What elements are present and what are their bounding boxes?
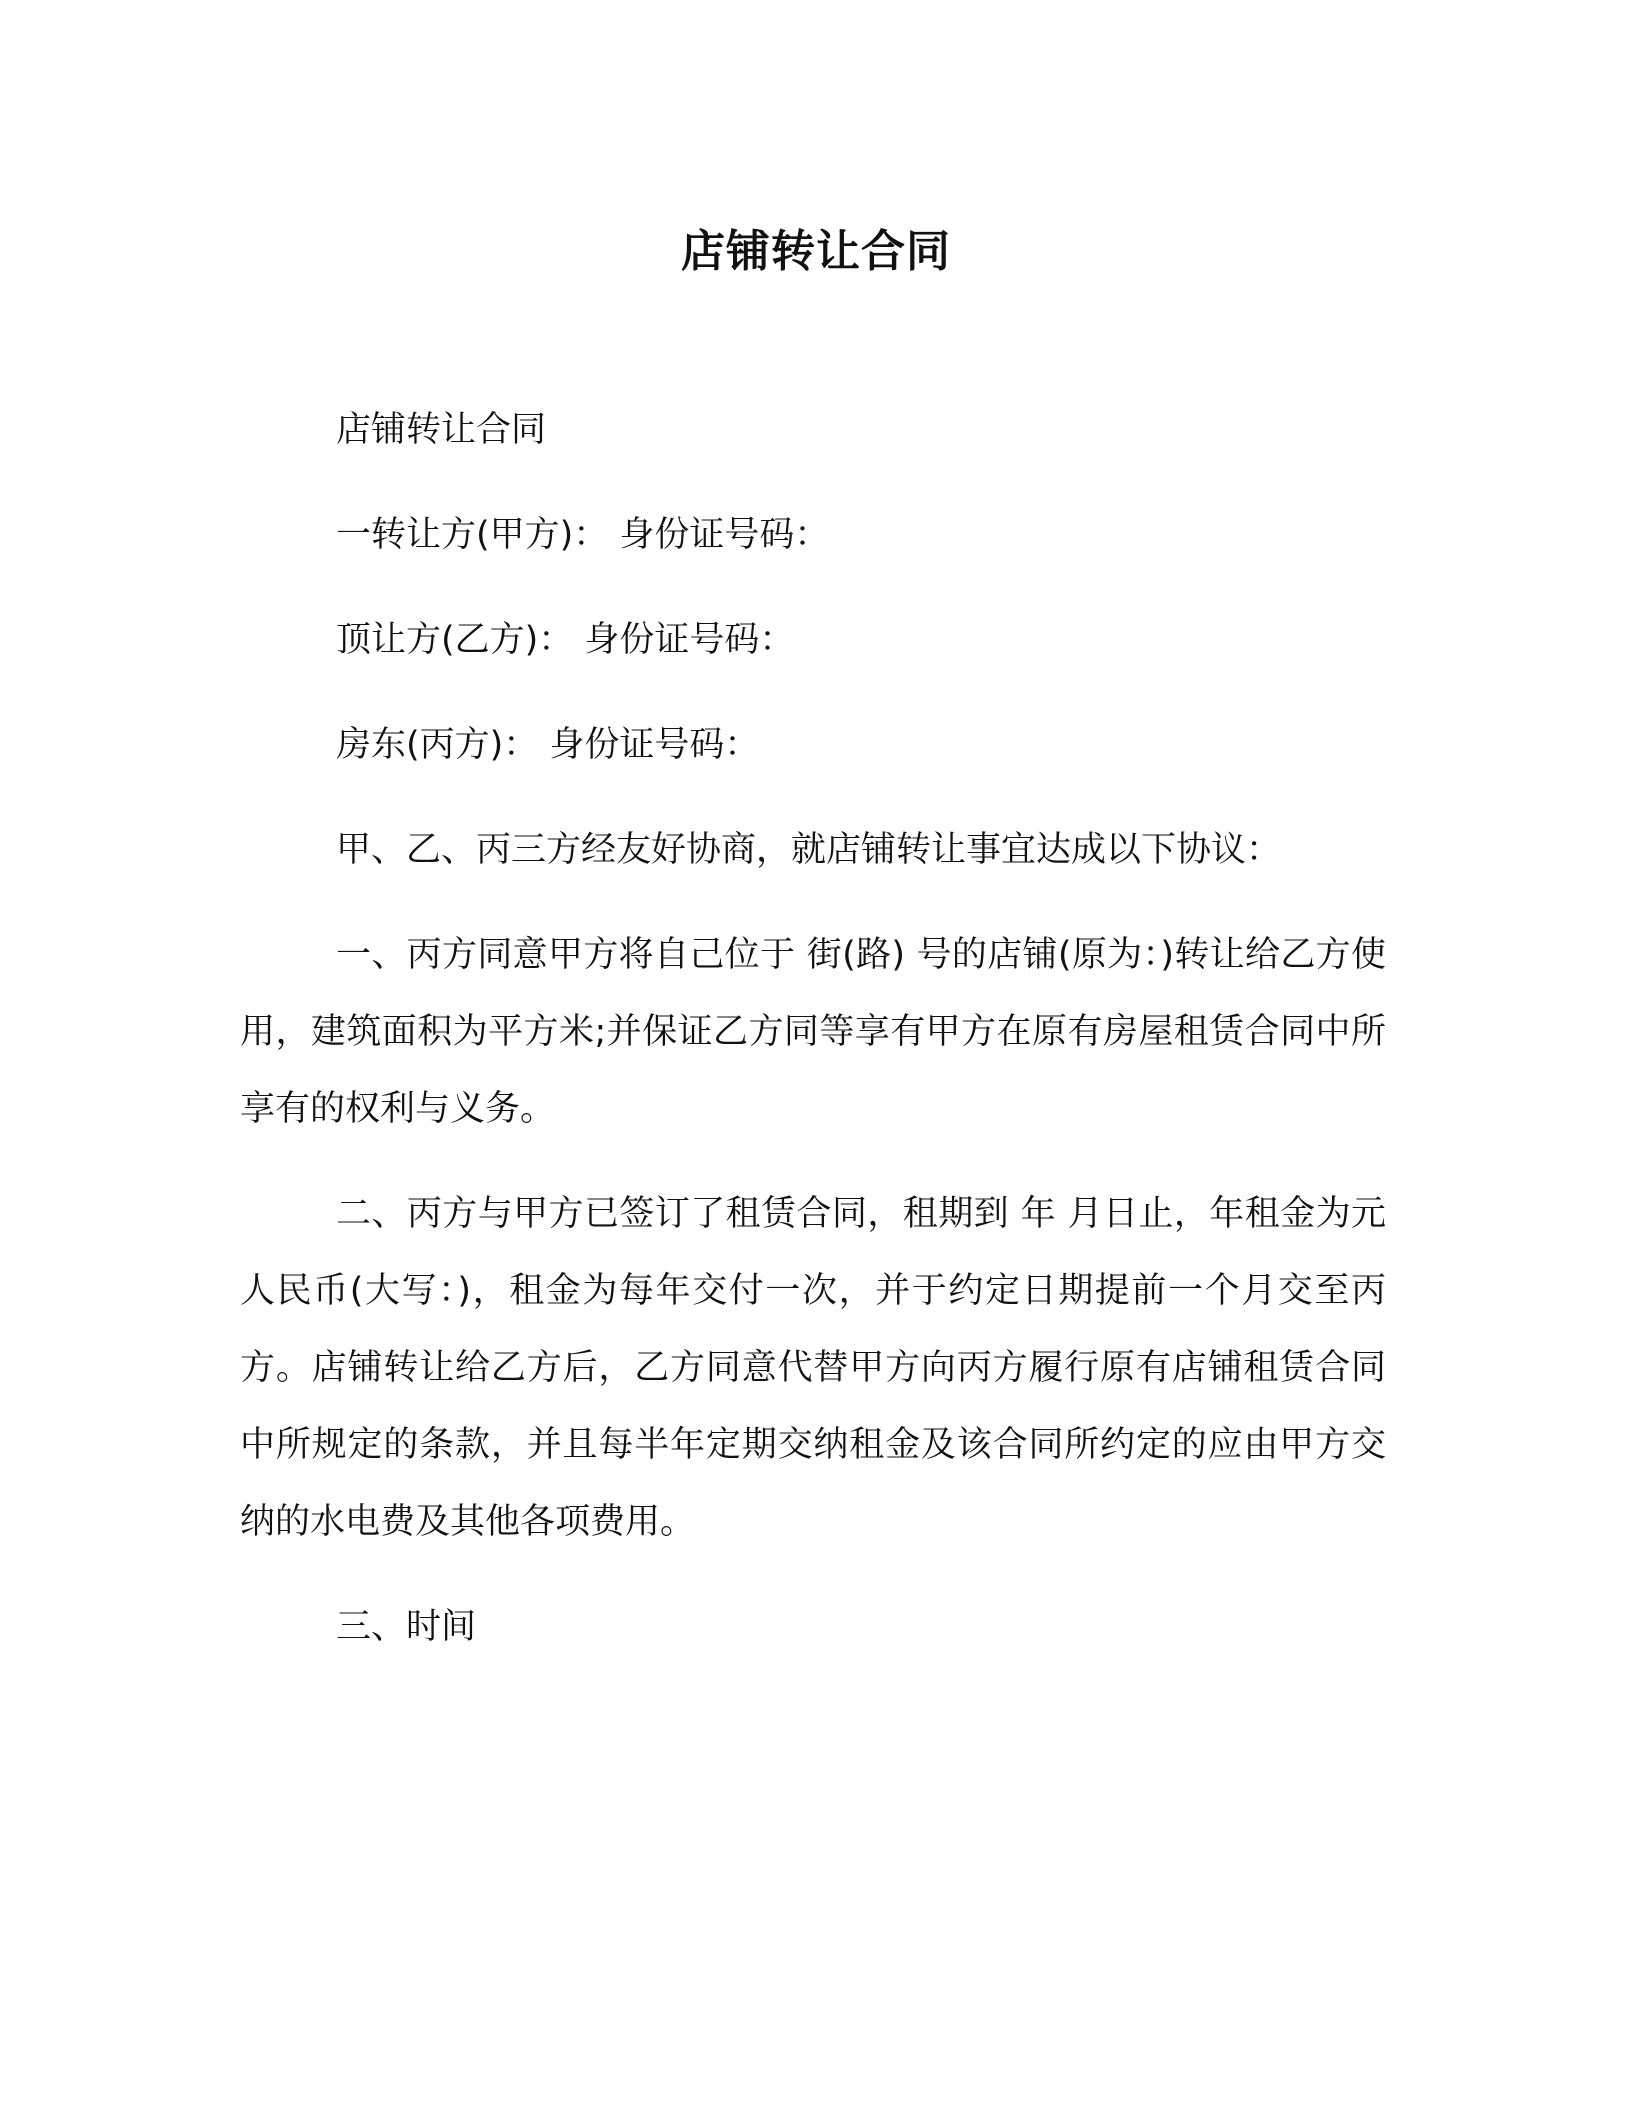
party-b-line: 顶让方(乙方)： 身份证号码： (336, 620, 795, 660)
party-a-line: 一转让方(甲方)： 身份证号码： (336, 515, 830, 555)
agreement-intro: 甲、乙、丙三方经友好协商，就店铺转让事宜达成以下协议： (336, 830, 1282, 870)
document-title: 店铺转让合同 (681, 226, 951, 277)
subtitle-line: 店铺转让合同 (336, 410, 547, 450)
document-body (240, 392, 1386, 1666)
clause-1: 一、丙方同意甲方将自己位于 街(路) 号的店铺(原为：)转让给乙方使用，建筑面积为平方米;并保证乙方同等享有甲方在原有房屋租赁合同中所享有的权利与义务。 (240, 935, 1386, 1129)
clause-2: 二、丙方与甲方已签订了租赁合同，租期到 年 月日止，年租金为元人民币(大写：)，租金为每年交付一次，并于约定日期提前一个月交至丙方。店铺转让给乙方后，乙方同意代替甲方向丙方履行原有店铺租赁合同中所规定的条款，并且每半年定期交纳租金及该合同所约定的应由甲方交纳的水电费及其他各项费用。 (240, 1194, 1386, 1542)
clause-3-heading: 三、时间 (336, 1607, 477, 1647)
party-c-line: 房东(丙方)： 身份证号码： (336, 725, 760, 765)
